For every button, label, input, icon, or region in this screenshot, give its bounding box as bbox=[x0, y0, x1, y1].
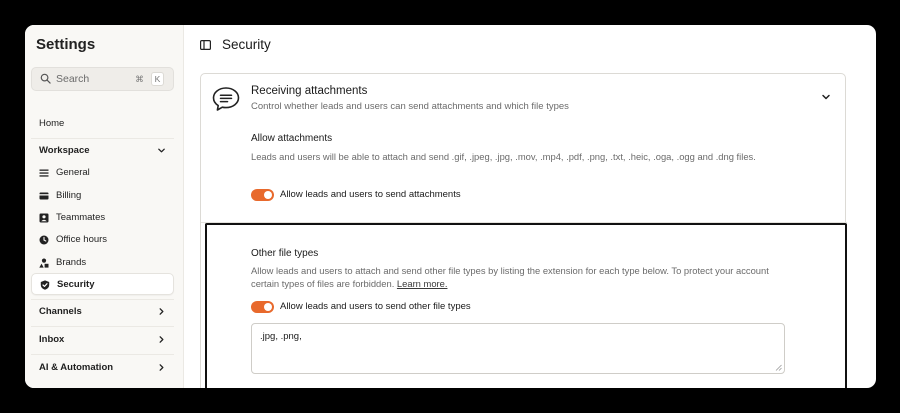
other-file-types-description bbox=[251, 264, 796, 290]
sidebar-item-office-hours[interactable] bbox=[31, 229, 174, 251]
resize-handle-icon[interactable] bbox=[775, 364, 782, 371]
sidebar-item-label: Workspace bbox=[39, 145, 90, 156]
sidebar-item-teammates[interactable] bbox=[31, 207, 174, 229]
allow-attachments-toggle[interactable] bbox=[251, 189, 274, 201]
clock-icon bbox=[39, 235, 49, 245]
sidebar-item-billing[interactable] bbox=[31, 185, 174, 207]
shapes-icon bbox=[39, 258, 49, 268]
sidebar-section-workspace[interactable] bbox=[31, 140, 174, 162]
sidebar-item-label: General bbox=[56, 167, 90, 178]
card-subtitle: Control whether leads and users can send attachments and which file types bbox=[251, 101, 569, 112]
sidebar-section-channels[interactable] bbox=[31, 301, 174, 323]
sidebar-item-label: Office hours bbox=[56, 234, 108, 245]
sidebar-item-label: Teammates bbox=[56, 212, 106, 223]
other-file-types-title: Other file types bbox=[251, 248, 319, 259]
chevron-right-icon bbox=[157, 307, 166, 316]
sidebar-item-label: AI & Automation bbox=[39, 362, 114, 373]
sidebar-item-label: Security bbox=[57, 279, 95, 290]
search-placeholder: Search bbox=[56, 73, 90, 85]
other-file-types-description-text: Allow leads and users to attach and send other file types by listing the extension for each type below. To protect your account certain types of files are forbidden. bbox=[251, 265, 769, 289]
file-extensions-textarea[interactable] bbox=[251, 323, 785, 374]
sidebar-divider bbox=[31, 326, 174, 327]
sidebar-section-inbox[interactable] bbox=[31, 329, 174, 351]
learn-more-link[interactable]: Learn more. bbox=[396, 278, 448, 289]
shortcut-k-key: K bbox=[151, 72, 164, 86]
sidebar-item-label: Home bbox=[39, 118, 65, 129]
shortcut-command-key: ⌘ bbox=[135, 74, 144, 84]
sidebar-section-ai-automation[interactable] bbox=[31, 357, 174, 379]
sidebar-title: Settings bbox=[36, 36, 96, 53]
sidebar-divider bbox=[31, 138, 174, 139]
person-badge-icon bbox=[39, 213, 49, 223]
chevron-down-icon[interactable] bbox=[821, 92, 831, 102]
sidebar-item-home[interactable] bbox=[31, 113, 174, 135]
allow-attachments-toggle-label: Allow leads and users to send attachments bbox=[280, 189, 461, 200]
sidebar-divider bbox=[31, 299, 174, 300]
sidebar-item-label: Inbox bbox=[39, 334, 65, 345]
sidebar-divider bbox=[31, 354, 174, 355]
menu-lines-icon bbox=[39, 168, 49, 178]
chevron-right-icon bbox=[157, 335, 166, 344]
sidebar-toggle-icon[interactable] bbox=[200, 40, 211, 50]
file-extensions-value: .jpg, .png, bbox=[260, 331, 302, 342]
sidebar bbox=[25, 25, 184, 388]
sidebar-item-brands[interactable] bbox=[31, 252, 174, 274]
chat-bubble-icon bbox=[211, 86, 241, 112]
allow-attachments-title: Allow attachments bbox=[251, 133, 333, 144]
sidebar-item-general[interactable] bbox=[31, 162, 174, 184]
chevron-right-icon bbox=[157, 363, 166, 372]
chevron-down-icon bbox=[157, 146, 166, 155]
search-input[interactable] bbox=[31, 67, 174, 91]
shield-icon bbox=[40, 280, 50, 290]
credit-card-icon bbox=[39, 191, 49, 201]
sidebar-item-label: Billing bbox=[56, 190, 82, 201]
search-icon bbox=[40, 73, 51, 84]
main-content bbox=[184, 25, 876, 388]
settings-window bbox=[25, 25, 876, 388]
sidebar-item-security[interactable] bbox=[31, 273, 174, 295]
card-title: Receiving attachments bbox=[251, 85, 368, 97]
sidebar-item-label: Channels bbox=[39, 306, 82, 317]
other-file-types-toggle-label: Allow leads and users to send other file types bbox=[280, 301, 471, 312]
allow-attachments-description: Leads and users will be able to attach and send .gif, .jpeg, .jpg, .mov, .mp4, .pdf, .png, .txt, .heic, .oga, .ogg and .dng files. bbox=[251, 151, 756, 162]
receiving-attachments-card bbox=[200, 73, 846, 388]
page-title: Security bbox=[222, 37, 271, 52]
sidebar-item-label: Brands bbox=[56, 257, 87, 268]
other-file-types-toggle[interactable] bbox=[251, 301, 274, 313]
